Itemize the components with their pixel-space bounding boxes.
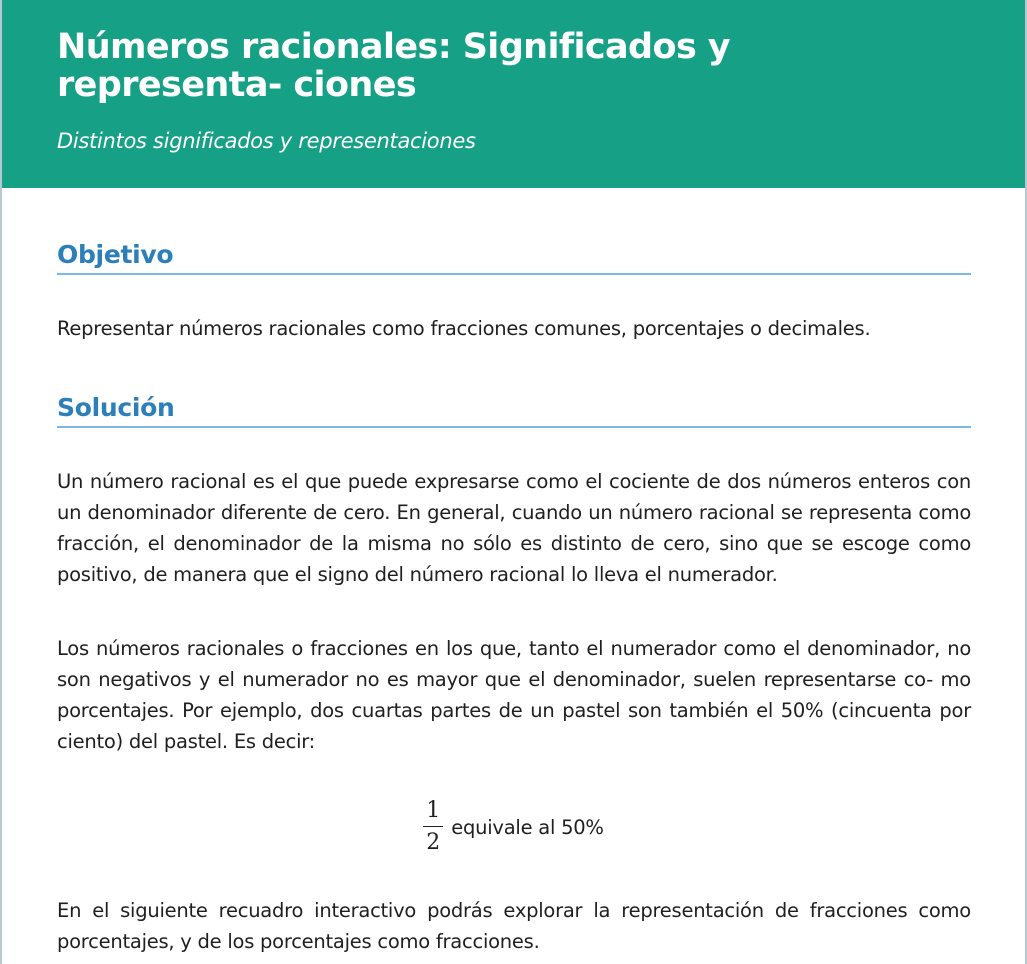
section-heading-solucion: Solución	[57, 393, 971, 428]
fraction	[423, 798, 443, 856]
header-banner	[2, 0, 1025, 188]
solucion-paragraph-2: Los números racionales o fracciones en los que, tanto el numerador como el denominador, no son negativos y el numerador no es mayor que el denominador, suelen representarse co- mo porcentajes. Por ejemplo, dos cuartas partes de un pastel son también el 50% (cincuenta por ciento) del pastel. Es decir:	[57, 637, 971, 753]
solucion-paragraph-3: En el siguiente recuadro interactivo podrás explorar la representación de fracciones como porcentajes, y de los porcentajes como fracciones.	[57, 899, 971, 953]
page-subtitle: Distintos significados y representaciones	[57, 129, 476, 153]
solucion-paragraph-1: Un número racional es el que puede expresarse como el cociente de dos números enteros con un denominador diferente de cero. En general, cuando un número racional se representa como fracción, el denominador de la misma no sólo es distinto de cero, sino que se escoge como positivo, de manera que el signo del número racional lo lleva el numerador.	[57, 470, 971, 586]
objetivo-text: Representar números racionales como fracciones comunes, porcentajes o decimales.	[57, 317, 871, 340]
section-heading-objetivo: Objetivo	[57, 240, 971, 275]
fraction-equation	[2, 796, 1025, 858]
page-title: Números racionales: Significados y representa- ciones	[57, 27, 730, 105]
fraction-denominator: 2	[426, 830, 441, 855]
equivalence-text: equivale al 50%	[451, 815, 604, 839]
fraction-numerator: 1	[423, 798, 443, 827]
